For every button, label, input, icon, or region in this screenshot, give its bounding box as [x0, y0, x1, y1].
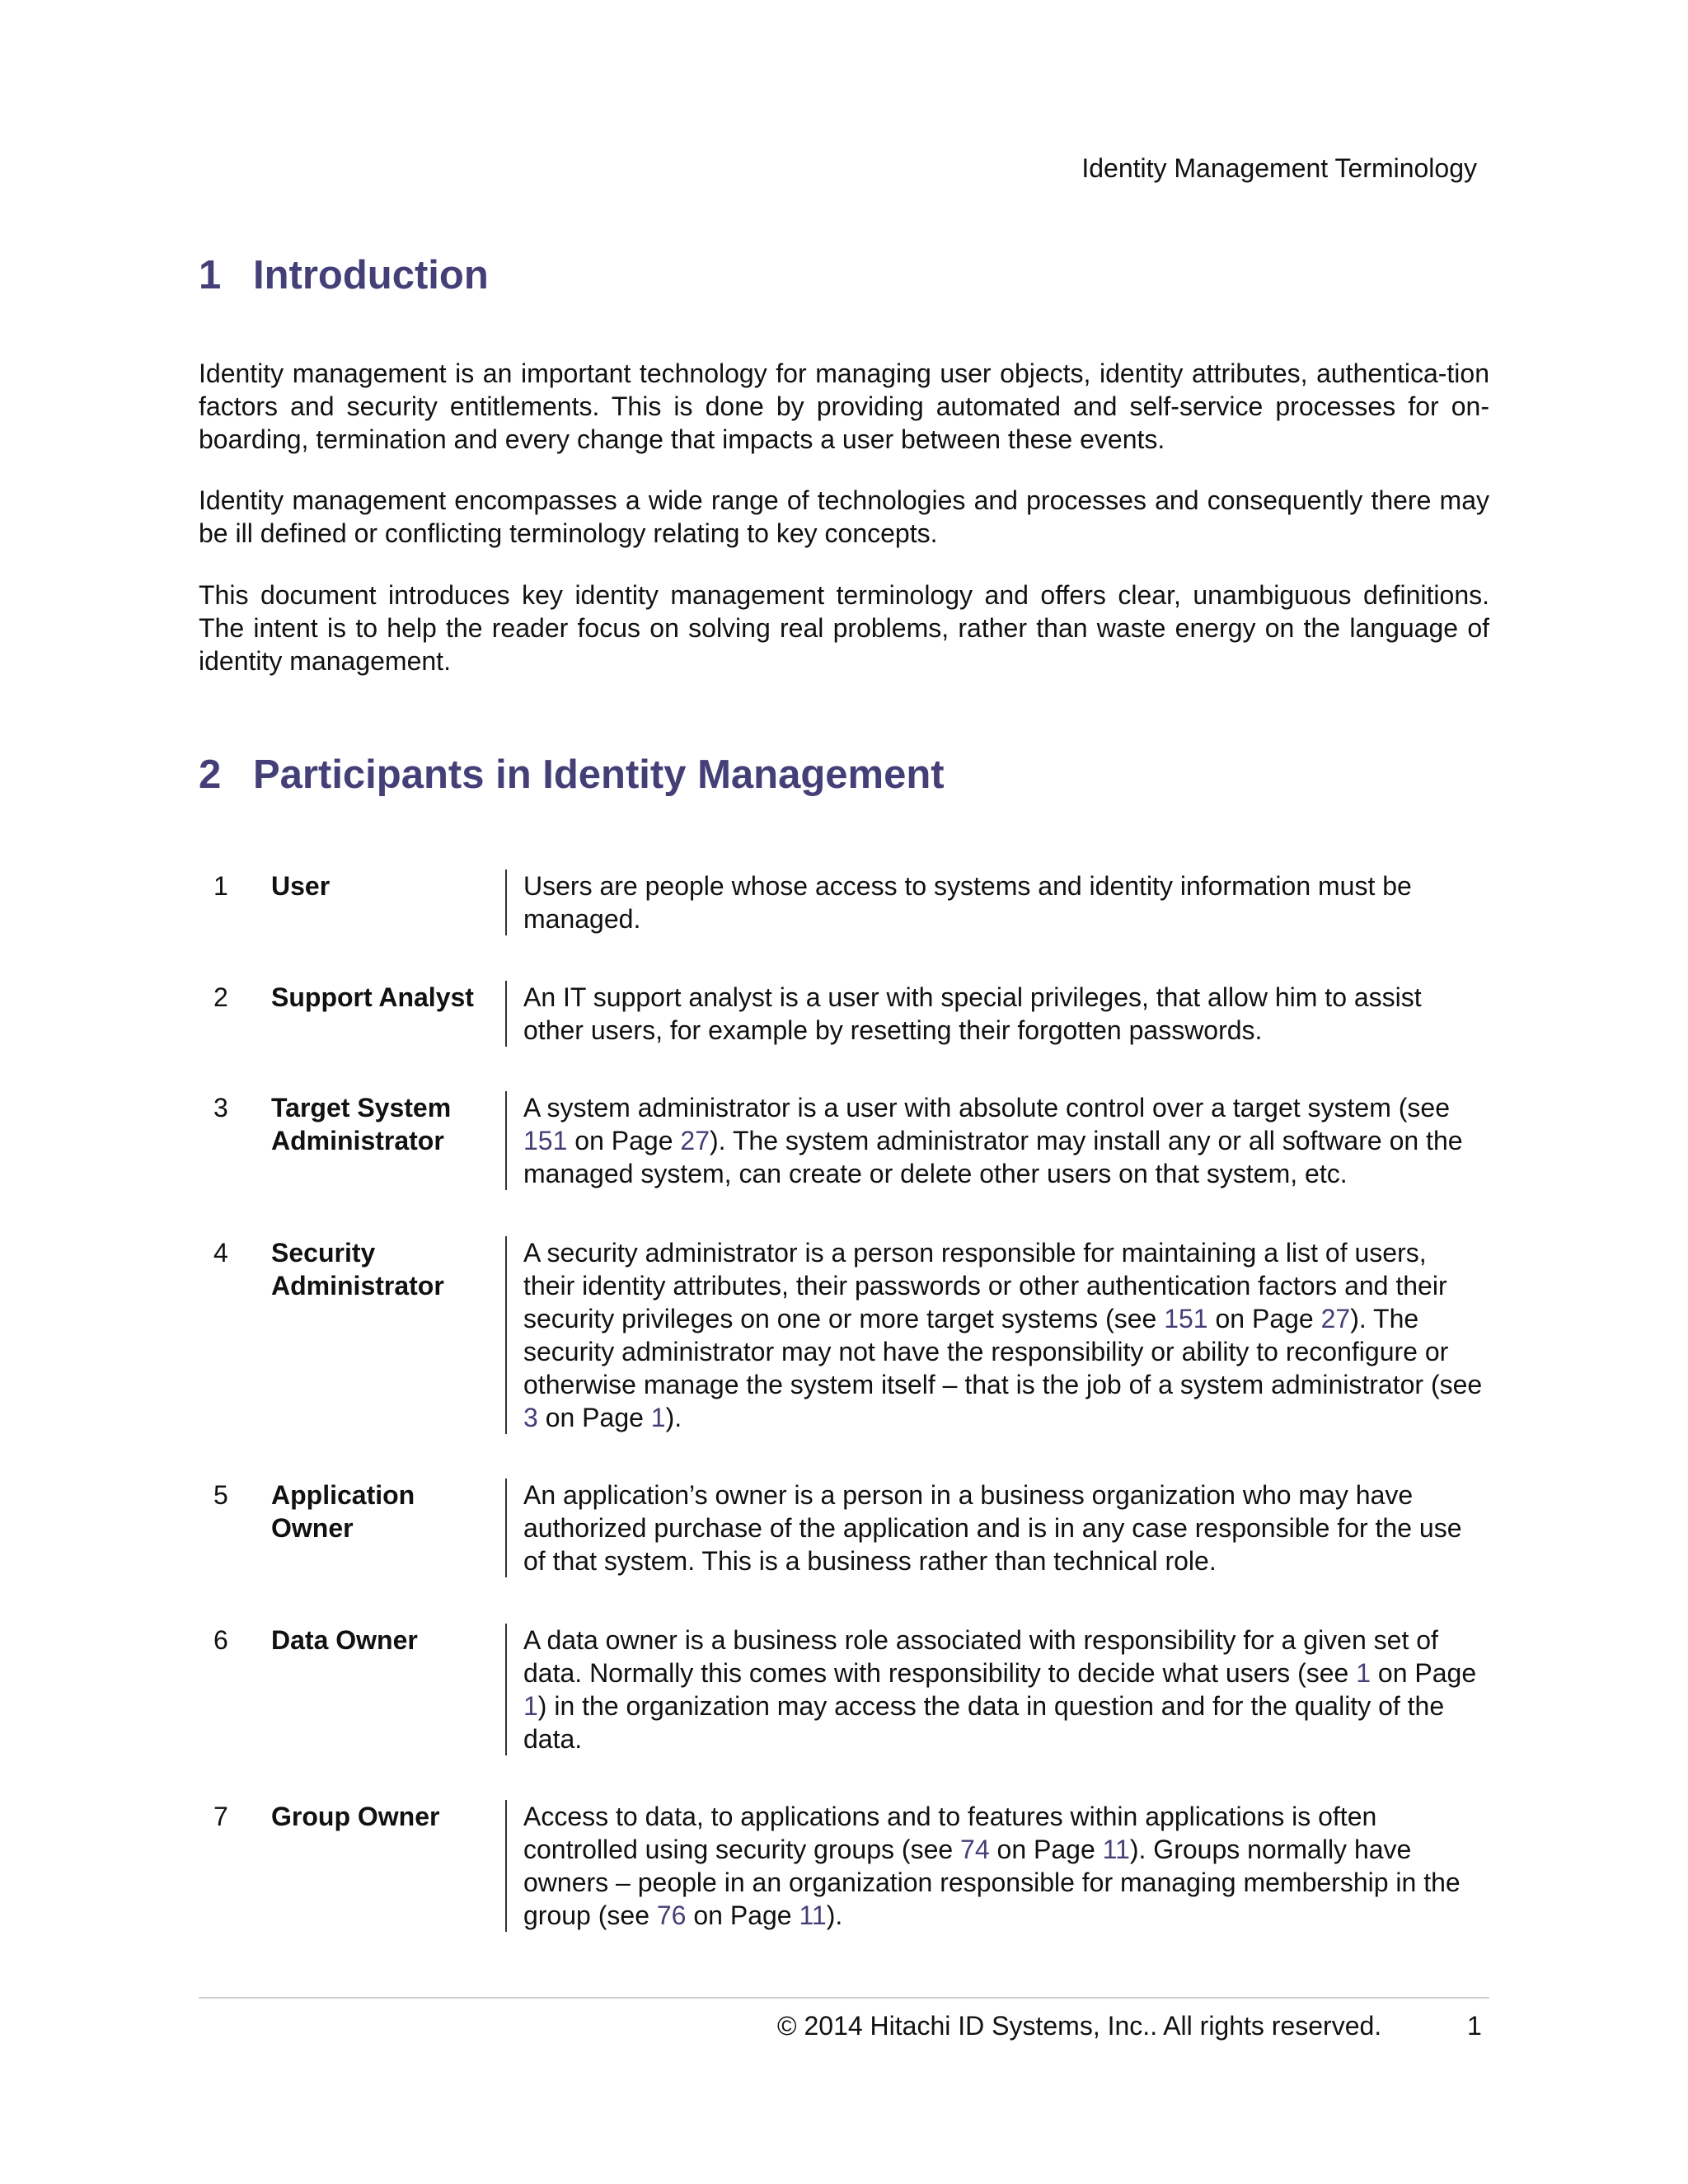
page-reference-link[interactable]: 1 — [650, 1403, 666, 1432]
entry-definition: Users are people whose access to systems and identity information must be managed. — [505, 869, 1484, 935]
entry-number: 3 — [213, 1093, 228, 1122]
page-reference-link[interactable]: 1 — [523, 1691, 538, 1721]
cross-reference-link[interactable]: 151 — [1164, 1304, 1208, 1333]
entry-number: 4 — [213, 1238, 228, 1268]
page-reference-link[interactable]: 27 — [680, 1126, 710, 1155]
section-heading-participants — [199, 752, 945, 798]
entry-term: Security Administrator — [271, 1238, 444, 1301]
page-reference-link[interactable]: 27 — [1320, 1304, 1351, 1333]
entry-definition: An application’s owner is a person in a business organization who may have authorized purchase of the application and is in any case responsible for the use of that system. This is a business rather than technical role. — [505, 1479, 1484, 1577]
entry-definition: Access to data, to applications and to features within applications is often controlled using security groups (see 74 on Page 11). Groups normally have owners – people in an organization responsible for managing membership in the group (see 76 on Page 11). — [505, 1800, 1484, 1932]
entry-number: 1 — [213, 871, 228, 901]
entry-term: Application Owner — [271, 1480, 415, 1543]
cross-reference-link[interactable]: 74 — [960, 1835, 990, 1864]
entry-term: Target System Administrator — [271, 1093, 452, 1155]
intro-paragraph-3: This document introduces key identity management terminology and offers clear, unambiguous definitions. The intent is to help the reader focus on solving real problems, rather than waste energy on the language of identity management. — [199, 580, 1489, 676]
entry-term: User — [271, 871, 331, 901]
entry-definition: An IT support analyst is a user with special privileges, that allow him to assist other users, for example by resetting their forgotten passwords. — [505, 981, 1484, 1047]
entry-number: 5 — [213, 1480, 228, 1510]
page-number: 1 — [1467, 2011, 1482, 2041]
entry-number: 6 — [213, 1625, 228, 1655]
section-number: 1 — [199, 253, 222, 298]
section-title-text: Introduction — [253, 253, 489, 298]
intro-paragraph-2: Identity management encompasses a wide range of technologies and processes and consequently there may be ill defined or conflicting terminology relating to key concepts. — [199, 485, 1489, 548]
cross-reference-link[interactable]: 151 — [523, 1126, 568, 1155]
cross-reference-link[interactable]: 3 — [523, 1403, 538, 1432]
entry-number: 2 — [213, 982, 228, 1012]
footer-divider — [199, 1997, 1489, 1999]
cross-reference-link[interactable]: 1 — [1356, 1658, 1371, 1688]
page-reference-link[interactable]: 11 — [799, 1900, 827, 1930]
entry-definition: A system administrator is a user with absolute control over a target system (see 151 on Page 27). The system administrator may install any or all software on the managed system, can create or delete other users on that system, etc. — [505, 1091, 1484, 1190]
running-header: Identity Management Terminology — [1081, 153, 1477, 183]
entry-number: 7 — [213, 1802, 228, 1831]
footer-copyright: © 2014 Hitachi ID Systems, Inc.. All rights reserved. — [777, 2011, 1382, 2041]
section-title-text: Participants in Identity Management — [253, 752, 945, 797]
entry-definition: A data owner is a business role associated with responsibility for a given set of data. Normally this comes with responsibility to decide what users (see 1 on Page 1) in the organization may access the data in question and for the quality of the data. — [505, 1624, 1484, 1755]
entry-term: Data Owner — [271, 1625, 418, 1655]
section-heading-introduction — [199, 252, 489, 298]
entry-definition: A security administrator is a person responsible for maintaining a list of users, their identity attributes, their passwords or other authentication factors and their security privileges on one or more target systems (see 151 on Page 27). The security administrator may not have the responsibility or ability to reconfigure or otherwise manage the system itself – that is the job of a system administrator (see 3 on Page 1). — [505, 1236, 1484, 1434]
entry-term: Group Owner — [271, 1802, 440, 1831]
intro-paragraph-1: Identity management is an important technology for managing user objects, identity attributes, authentica-tion factors and security entitlements. This is done by providing automated and self-service processes for on-boarding, termination and every change that impacts a user between these events. — [199, 359, 1489, 454]
entry-term: Support Analyst — [271, 982, 474, 1012]
section-number: 2 — [199, 752, 222, 797]
cross-reference-link[interactable]: 76 — [656, 1900, 687, 1930]
page-reference-link[interactable]: 11 — [1102, 1835, 1130, 1864]
